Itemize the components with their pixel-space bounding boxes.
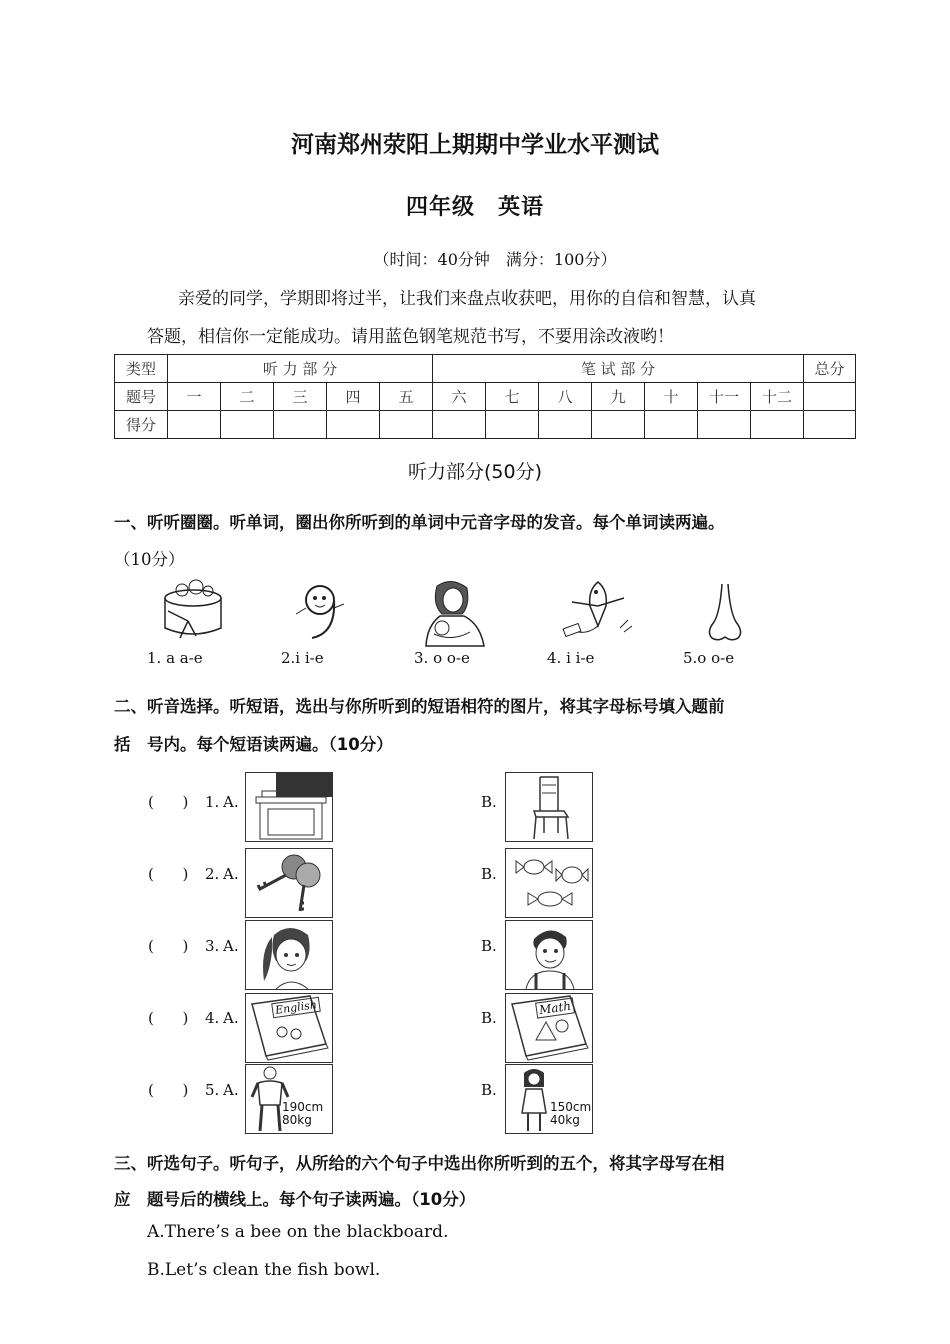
score-input-cell[interactable] [804,411,856,439]
option-a-label: A. [223,937,239,955]
option-b-label: B. [481,1009,497,1027]
mother-picture [412,576,492,648]
score-table-row [115,411,856,439]
score-input-cell[interactable] [698,411,751,439]
intro-line-1: 亲爱的同学，学期即将过半，让我们来盘点收获吧，用你的自信和智慧，认真 [178,289,756,309]
q2-item-number: 4. [205,1009,220,1027]
score-input-cell[interactable] [433,411,486,439]
question-number-cell: 十 [645,383,698,411]
option-a-label: A. [223,865,239,883]
q3-instruction: 三、听选句子。听句子，从所给的六个句子中选出你所听到的五个，将其字母写在相 [114,1154,725,1173]
keys-picture[interactable] [245,848,333,918]
question-number-cell: 十二 [751,383,804,411]
score-input-cell[interactable] [592,411,645,439]
chair-picture[interactable] [505,772,593,842]
q2-item-number: 3. [205,937,220,955]
nose-picture [700,582,750,646]
candies-picture[interactable] [505,848,593,918]
score-input-cell[interactable] [486,411,539,439]
question-number-cell: 三 [274,383,327,411]
question-number-cell: 十一 [698,383,751,411]
height-label: 190cm [282,1100,324,1114]
score-input-cell[interactable] [380,411,433,439]
q1-option-5: 5.o o-e [683,649,735,667]
cake-picture [158,576,228,646]
nine-picture [290,578,350,648]
row-label: 题号 [115,383,168,411]
desk-picture[interactable] [245,772,333,842]
option-a-label: A. [223,793,239,811]
page-title: 河南郑州荥阳上期期中学业水平测试 [291,132,659,158]
option-b-label: B. [481,793,497,811]
book-cover-text: English [271,997,321,1019]
row-label: 得分 [115,411,168,439]
q1-option-1: 1. a a-e [147,649,203,667]
option-a-label: A. [223,1081,239,1099]
english-book-picture[interactable] [245,993,333,1063]
score-table-row [115,383,856,411]
q1-option-3: 3. o o-e [414,649,470,667]
score-input-cell[interactable] [327,411,380,439]
weight-label: 40kg [550,1113,580,1127]
question-number-cell: 六 [433,383,486,411]
written-part-cell: 笔 试 部 分 [433,355,804,383]
answer-bracket[interactable]: ( ) [148,793,189,811]
score-input-cell[interactable] [221,411,274,439]
math-book-picture[interactable] [505,993,593,1063]
row-label: 类型 [115,355,168,383]
option-b-label: B. [481,937,497,955]
kite-picture [558,576,638,644]
question-number-cell: 四 [327,383,380,411]
page-subtitle: 四年级 英语 [405,195,544,220]
intro-line-2: 答题，相信你一定能成功。请用蓝色钢笔规范书写，不要用涂改液哟！ [147,327,674,347]
boy-picture[interactable] [505,920,593,990]
q3-instruction-2: 应 题号后的横线上。每个句子读两遍。（10分） [114,1190,476,1209]
q1-points: （10分） [114,550,185,569]
total-cell: 总分 [804,355,856,383]
score-input-cell[interactable] [539,411,592,439]
answer-bracket[interactable]: ( ) [148,1009,189,1027]
score-input-cell[interactable] [168,411,221,439]
question-number-cell: 五 [380,383,433,411]
q1-option-2: 2.i i-e [281,649,324,667]
sentence-option-b: B.Let’s clean the fish bowl. [147,1260,381,1280]
weight-label: 80kg [282,1113,312,1127]
answer-bracket[interactable]: ( ) [148,1081,189,1099]
height-label: 150cm [550,1100,592,1114]
score-input-cell[interactable] [645,411,698,439]
score-input-cell[interactable] [751,411,804,439]
score-input-cell[interactable] [274,411,327,439]
question-number-cell: 七 [486,383,539,411]
q2-item-number: 5. [205,1081,220,1099]
option-a-label: A. [223,1009,239,1027]
question-number-cell: 二 [221,383,274,411]
question-number-cell: 九 [592,383,645,411]
empty-cell [804,383,856,411]
question-number-cell: 一 [168,383,221,411]
small-girl-picture[interactable] [505,1064,593,1134]
score-table [114,354,856,439]
listening-part-cell: 听 力 部 分 [168,355,433,383]
score-table-row [115,355,856,383]
q2-instruction: 二、听音选择。听短语，选出与你所听到的短语相符的图片，将其字母标号填入题前 [114,697,725,716]
girl-figure-icon [514,1065,554,1133]
time-info: （时间：40分钟 满分：100分） [373,250,617,269]
answer-bracket[interactable]: ( ) [148,937,189,955]
q2-item-number: 2. [205,865,220,883]
listening-section-heading: 听力部分(50分) [407,461,542,483]
option-b-label: B. [481,865,497,883]
option-b-label: B. [481,1081,497,1099]
q1-option-4: 4. i i-e [547,649,595,667]
q2-instruction-2: 括 号内。每个短语读两遍。（10分） [114,735,393,754]
q1-instruction: 一、听听圈圈。听单词，圈出你所听到的单词中元音字母的发音。每个单词读两遍。 [114,513,725,532]
girl-picture[interactable] [245,920,333,990]
book-cover-text: Math [535,997,575,1018]
answer-bracket[interactable]: ( ) [148,865,189,883]
sentence-option-a: A.There’s a bee on the blackboard. [147,1222,449,1242]
q2-item-number: 1. [205,793,220,811]
strong-man-picture[interactable] [245,1064,333,1134]
question-number-cell: 八 [539,383,592,411]
